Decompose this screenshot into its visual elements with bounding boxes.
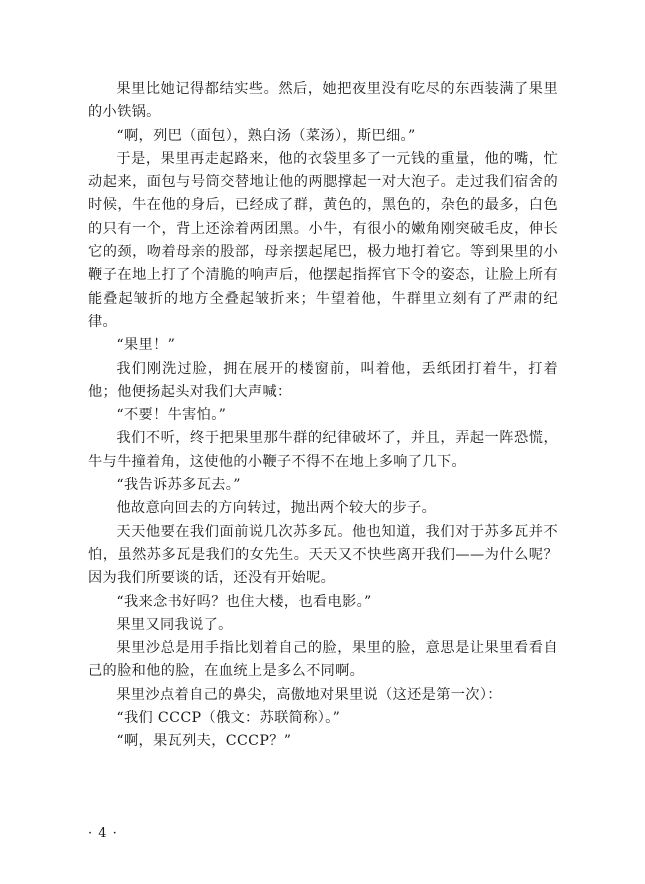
paragraph: 果里沙点着自己的鼻尖，高傲地对果里说（这还是第一次）：	[116, 686, 502, 703]
body-text	[88, 78, 558, 754]
paragraph: 果里比她记得都结实些。然后，她把夜里没有吃尽的东西装满了果里的小铁锅。	[88, 81, 558, 121]
paragraph: 天天他要在我们面前说几次苏多瓦。他也知道，我们对于苏多瓦并不怕，虽然苏多瓦是我们的女先生。天天又不快些离开我们——为什么呢？因为我们所要谈的话，还没有开始呢。	[88, 523, 558, 587]
paragraph: 我们不听，终于把果里那牛群的纪律破坏了，并且，弄起一阵恐慌，牛与牛撞着角，这使他的小鞭子不得不在地上多响了几下。	[88, 430, 558, 470]
paragraph: “我来念书好吗？也住大楼，也看电影。”	[116, 593, 372, 610]
page-number: · 4 ·	[88, 826, 118, 841]
paragraph: 于是，果里再走起路来，他的衣袋里多了一元钱的重量，他的嘴，忙动起来，面包与号筒交替地让他的两腮撑起一对大泡子。走过我们宿舍的时候，牛在他的身后，已经成了群，黄色的，黑色的，杂色的最多，白色的只有一个，背上还涂着两团黑。小牛，有很小的嫩角刚突破毛皮，伸长它的颈，吻着母亲的股部，母亲摆起尾巴，极力地打着它。等到果里的小鞭子在地上打了个清脆的响声后，他摆起指挥官下令的姿态，让脸上所有能叠起皱折的地方全叠起皱折来；牛望着他，牛群里立刻有了严肃的纪律。	[88, 150, 558, 330]
paragraph: 果里沙总是用手指比划着自己的脸，果里的脸，意思是让果里看看自己的脸和他的脸，在血统上是多么不同啊。	[88, 640, 558, 680]
paragraph: 他故意向回去的方向转过，抛出两个较大的步子。	[116, 500, 437, 517]
paragraph: “我们 CCCP（俄文：苏联简称）。”	[116, 710, 341, 727]
paragraph: 果里又同我说了。	[116, 616, 233, 633]
paragraph: 我们刚洗过脸，拥在展开的楼窗前，叫着他，丢纸团打着牛，打着他；他便扬起头对我们大声喊：	[88, 360, 558, 400]
paragraph: “果里！”	[116, 337, 176, 354]
paragraph: “我告诉苏多瓦去。”	[116, 477, 241, 494]
paragraph: “不要！牛害怕。”	[116, 407, 227, 424]
paragraph: “啊，果瓦列夫，CCCP？”	[116, 733, 292, 750]
paragraph: “啊，列巴（面包），熟白汤（菜汤），斯巴细。”	[116, 127, 416, 144]
